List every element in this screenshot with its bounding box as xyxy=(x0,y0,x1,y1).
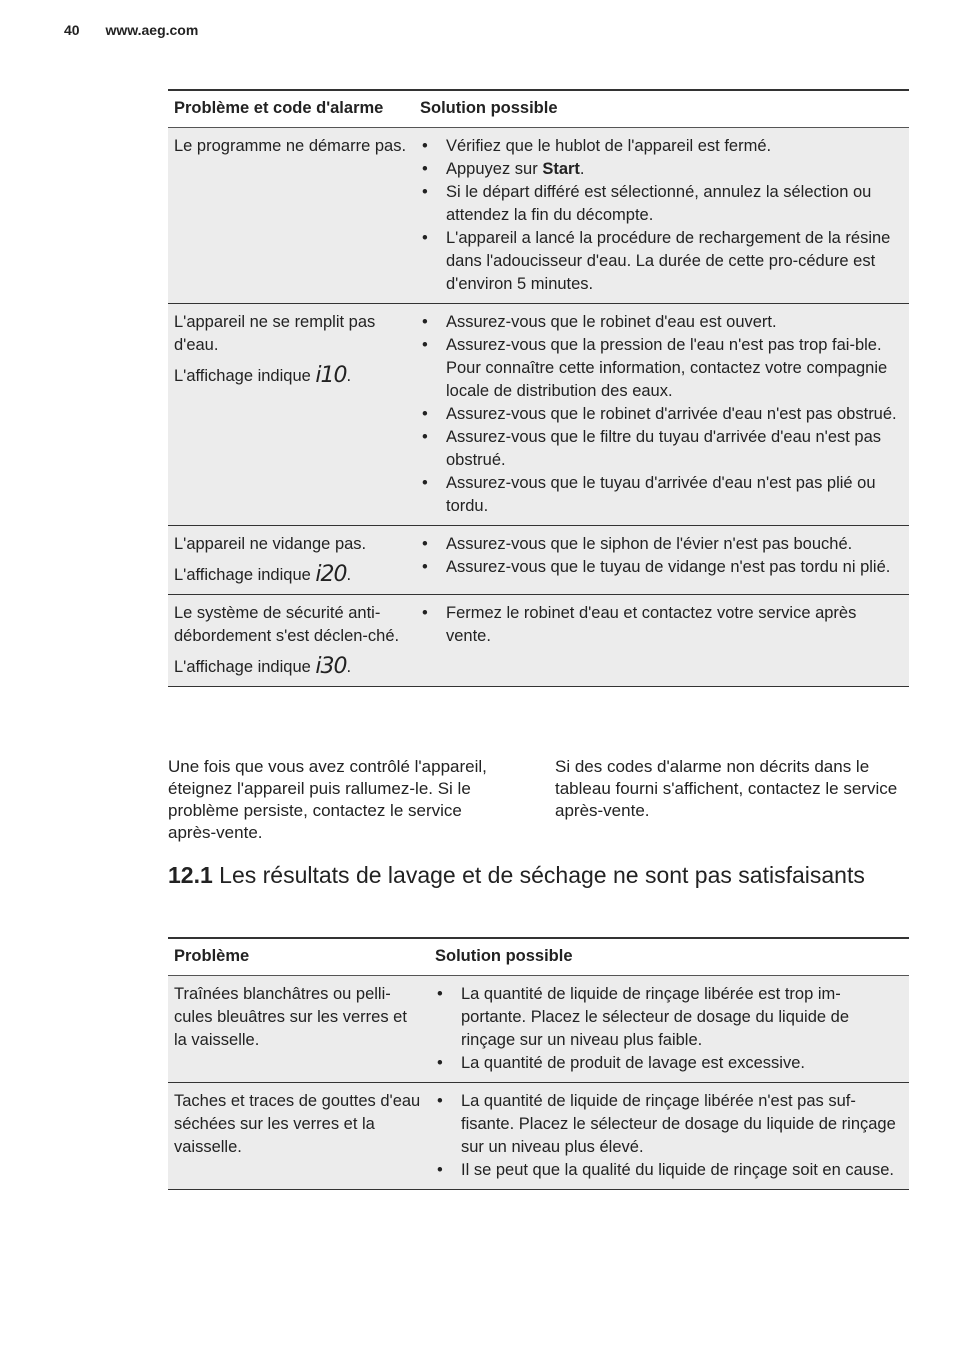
list-item: • Fermez le robinet d'eau et contactez votre service après vente. xyxy=(420,602,903,648)
solution-cell xyxy=(429,976,909,1083)
display-indication: L'affichage indique i10. xyxy=(174,363,352,388)
problem-cell xyxy=(168,595,414,687)
solution-cell xyxy=(414,128,909,304)
solution-list xyxy=(420,602,903,648)
paragraph-left: Une fois que vous avez contrôlé l'appareil, éteignez l'appareil puis rallumez-le. Si le problème persiste, contactez le service après-vente. xyxy=(168,757,487,842)
list-item-text: Appuyez sur xyxy=(446,160,543,178)
list-item: • La quantité de produit de lavage est excessive. xyxy=(435,1052,903,1075)
display-indication: L'affichage indique i30. xyxy=(174,654,352,679)
solution-list xyxy=(420,311,903,518)
results-table xyxy=(168,937,909,1190)
column-header-problem: Problème et code d'alarme xyxy=(168,90,414,128)
table-header-row xyxy=(168,938,909,976)
section-number: 12.1 xyxy=(168,862,213,888)
solution-cell xyxy=(414,304,909,526)
table-row xyxy=(168,128,909,304)
column-header-solution: Solution possible xyxy=(429,938,909,976)
list-item: • Vérifiez que le hublot de l'appareil est fermé. xyxy=(420,135,903,158)
display-label: L'affichage indique xyxy=(174,566,311,584)
alarm-code-display: i20 xyxy=(315,562,347,587)
solution-list xyxy=(420,135,903,296)
section-title: Les résultats de lavage et de séchage ne sont pas satisfaisants xyxy=(219,862,865,888)
list-item: • Assurez-vous que le filtre du tuyau d'arrivée d'eau n'est pas obstrué. xyxy=(420,426,903,472)
problem-cell xyxy=(168,526,414,595)
table-row xyxy=(168,304,909,526)
list-item: • Il se peut que la qualité du liquide de rinçage soit en cause. xyxy=(435,1159,903,1182)
list-item: • Si le départ différé est sélectionné, annulez la sélection ou attendez la fin du décompte. xyxy=(420,181,903,227)
table-row xyxy=(168,595,909,687)
solution-cell xyxy=(429,1083,909,1190)
problem-text: Le programme ne démarre pas. xyxy=(174,137,407,155)
list-item: • Assurez-vous que le tuyau de vidange n'est pas tordu ni plié. xyxy=(420,556,903,579)
list-item: • Assurez-vous que le siphon de l'évier n'est pas bouché. xyxy=(420,533,903,556)
column-header-problem: Problème xyxy=(168,938,429,976)
display-indication: L'affichage indique i20. xyxy=(174,562,352,587)
solution-list xyxy=(420,533,903,579)
page-header xyxy=(64,22,198,38)
problem-cell xyxy=(168,128,414,304)
column-header-solution: Solution possible xyxy=(414,90,909,128)
display-label: L'affichage indique xyxy=(174,367,311,385)
list-item: • La quantité de liquide de rinçage libérée est trop im-portante. Placez le sélecteur de dosage du liquide de rinçage sur un niveau plus faible. xyxy=(435,983,903,1052)
solution-list xyxy=(435,1090,903,1182)
problem-cell xyxy=(168,304,414,526)
problem-text: L'appareil ne se remplit pas d'eau. xyxy=(174,313,376,354)
problem-text: Traînées blanchâtres ou pelli-cules bleuâtres sur les verres et la vaisselle. xyxy=(174,985,407,1049)
list-item: • Assurez-vous que le robinet d'arrivée d'eau n'est pas obstrué. xyxy=(420,403,903,426)
site-url: www.aeg.com xyxy=(105,22,199,38)
list-item xyxy=(420,158,903,181)
list-item: • Assurez-vous que le tuyau d'arrivée d'eau n'est pas plié ou tordu. xyxy=(420,472,903,518)
solution-cell xyxy=(414,595,909,687)
alarm-table xyxy=(168,89,909,687)
table-row xyxy=(168,976,909,1083)
list-item: • Assurez-vous que le robinet d'eau est ouvert. xyxy=(420,311,903,334)
list-item: • L'appareil a lancé la procédure de rechargement de la résine dans l'adoucisseur d'eau. La durée de cette pro-cédure est d'environ 5 minutes. xyxy=(420,227,903,296)
solution-cell xyxy=(414,526,909,595)
problem-text: Taches et traces de gouttes d'eau séchées sur les verres et la vaisselle. xyxy=(174,1092,421,1156)
table-header-row xyxy=(168,90,909,128)
display-label: L'affichage indique xyxy=(174,658,311,676)
alarm-code-display: i10 xyxy=(315,363,347,388)
problem-cell xyxy=(168,1083,429,1190)
list-item-text: . xyxy=(579,160,585,178)
table-row xyxy=(168,1083,909,1190)
paragraph-right: Si des codes d'alarme non décrits dans le tableau fourni s'affichent, contactez le service après-vente. xyxy=(555,757,898,820)
solution-list xyxy=(435,983,903,1075)
list-item: • La quantité de liquide de rinçage libérée n'est pas suf-fisante. Placez le sélecteur de dosage du liquide de rinçage sur un niveau plus élevé. xyxy=(435,1090,903,1159)
section-heading xyxy=(168,862,868,889)
problem-text: L'appareil ne vidange pas. xyxy=(174,535,367,553)
table-row xyxy=(168,526,909,595)
page-number: 40 xyxy=(64,22,80,38)
start-label: Start xyxy=(542,160,580,178)
problem-cell xyxy=(168,976,429,1083)
alarm-code-display: i30 xyxy=(315,654,347,679)
problem-text: Le système de sécurité anti-débordement s'est déclen-ché. xyxy=(174,604,400,645)
list-item: • Assurez-vous que la pression de l'eau n'est pas trop fai-ble. Pour connaître cette information, contactez votre compagnie locale de distribution des eaux. xyxy=(420,334,903,403)
